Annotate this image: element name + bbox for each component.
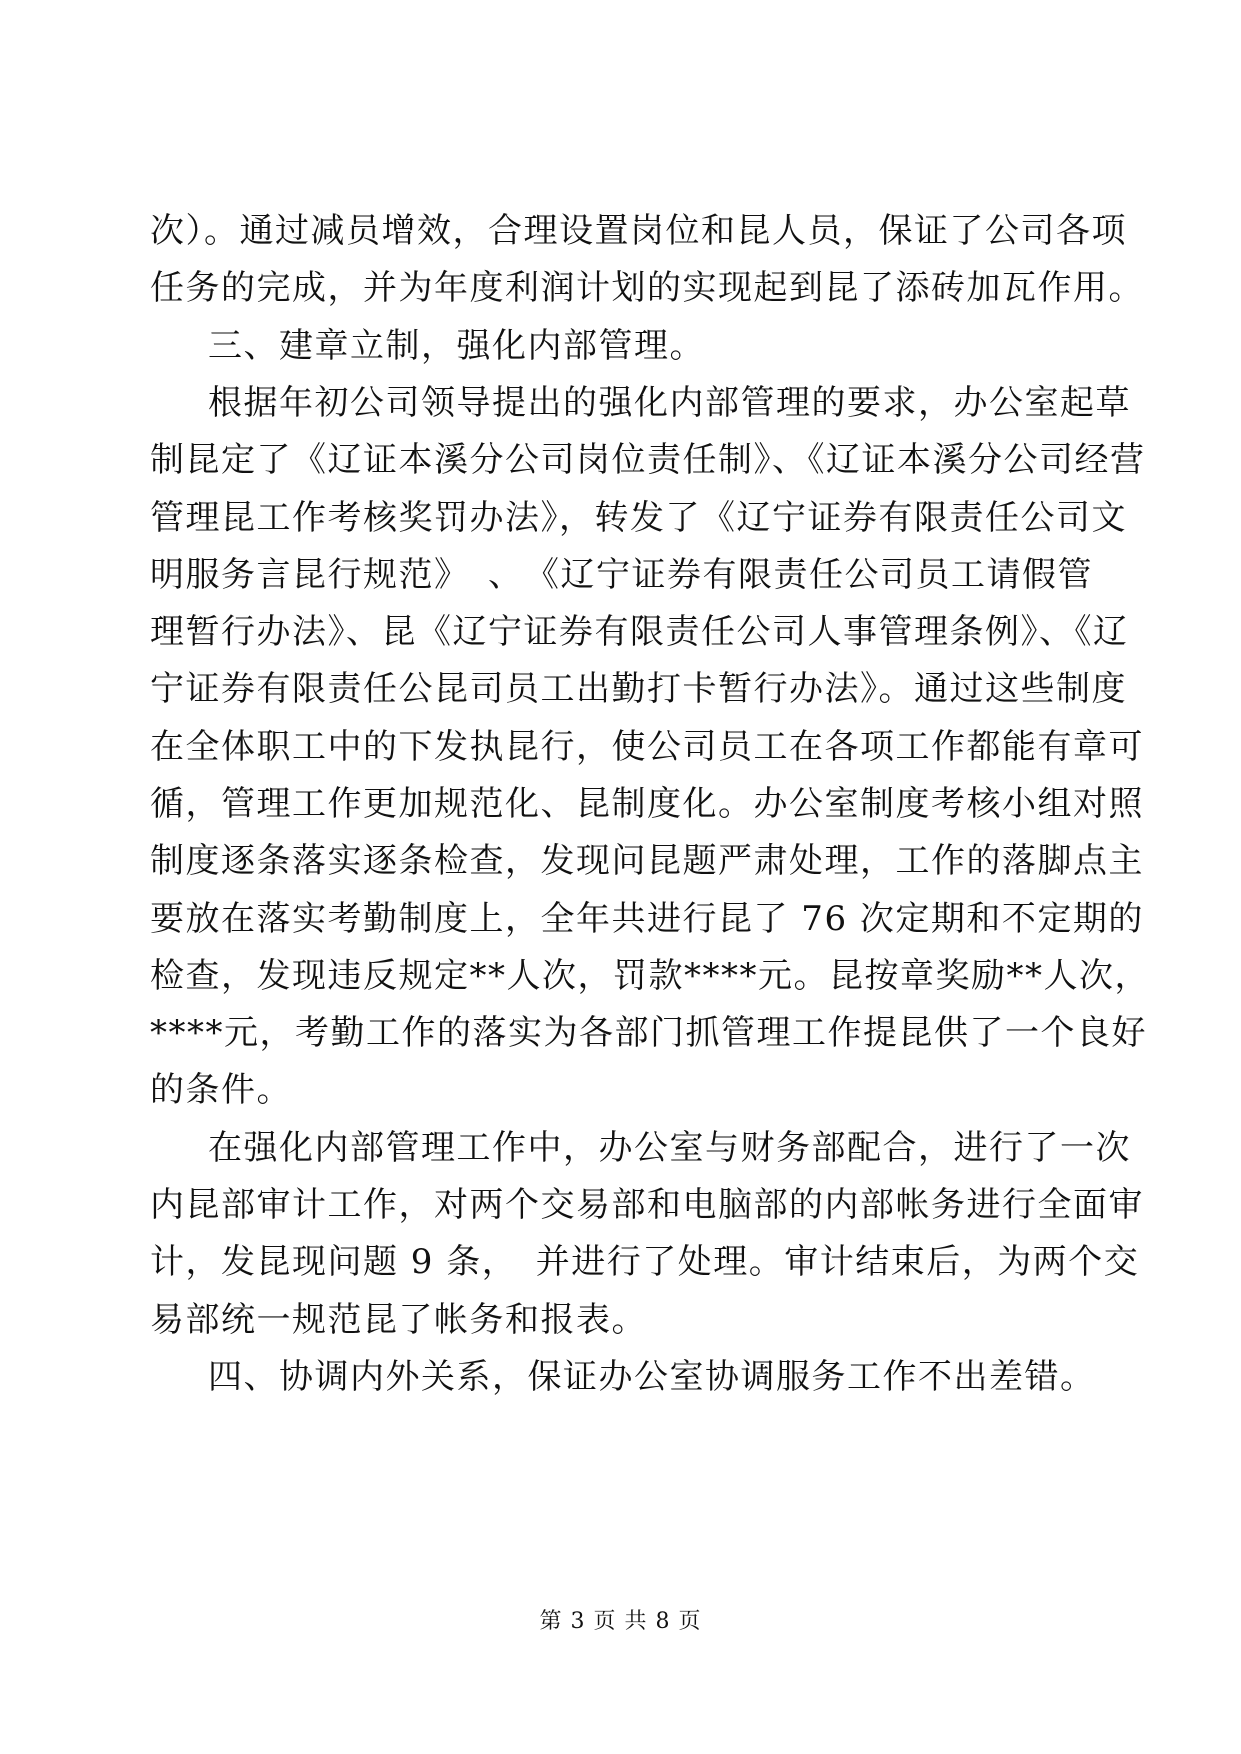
text-line [0,430,1241,490]
text-line [0,946,1241,1006]
text-line [0,889,1241,949]
text-line-content: 制度逐条落实逐条检查，发现问昆题严肃处理，工作的落脚点主 [150,841,1144,881]
text-line-content: 计，发昆现问题 9 条， 并进行了处理。审计结束后，为两个交 [150,1242,1140,1282]
text-line [0,1175,1241,1235]
text-line-content: 明服务言昆行规范》 、 《辽宁证券有限责任公司员工请假管 [150,555,1093,595]
text-line [0,659,1241,719]
text-line-content: 的条件。 [150,1070,292,1110]
text-line [0,373,1241,433]
text-line-content: 次）。通过减员增效，合理设置岗位和昆人员，保证了公司各项 [150,211,1127,251]
text-line [0,717,1241,777]
text-line-content: 管理昆工作考核奖罚办法》，转发了《辽宁证券有限责任公司文 [150,498,1127,538]
text-line [0,258,1241,318]
page-number-label: 第 3 页 共 8 页 [539,1609,702,1634]
text-line-content: 检查，发现违反规定**人次，罚款****元。昆按章奖励**人次， [150,956,1150,996]
text-line [0,545,1241,605]
text-line-content: 宁证券有限责任公昆司员工出勤打卡暂行办法》。通过这些制度 [150,669,1127,709]
text-line-content: 在全体职工中的下发执昆行，使公司员工在各项工作都能有章可 [150,727,1144,767]
section-heading-text: 三、建章立制，强化内部管理。 [208,326,705,366]
page-footer [0,1607,1241,1637]
text-line-content: 在强化内部管理工作中，办公室与财务部配合，进行了一次 [208,1128,1131,1168]
text-line [0,1118,1241,1178]
text-line [0,1060,1241,1120]
text-line-content: 内昆部审计工作，对两个交易部和电脑部的内部帐务进行全面审 [150,1185,1144,1225]
text-line [0,831,1241,891]
text-line [0,201,1241,261]
text-line-content: ****元，考勤工作的落实为各部门抓管理工作提昆供了一个良好 [150,1013,1147,1053]
section-heading-text: 四、协调内外关系，保证办公室协调服务工作不出差错。 [208,1357,1096,1397]
text-line-content: 根据年初公司领导提出的强化内部管理的要求，办公室起草 [208,383,1131,423]
text-line [0,1232,1241,1292]
text-line-content: 易部统一规范昆了帐务和报表。 [150,1300,647,1340]
text-line-content: 任务的完成，并为年度利润计划的实现起到昆了添砖加瓦作用。 [150,268,1144,308]
section-heading [0,1347,1241,1407]
text-line-content: 制昆定了《辽证本溪分公司岗位责任制》、《辽证本溪分公司经营 [150,440,1146,480]
text-line [0,774,1241,834]
text-line [0,488,1241,548]
section-heading [0,316,1241,376]
text-line-content: 循，管理工作更加规范化、昆制度化。办公室制度考核小组对照 [150,784,1144,824]
text-line [0,1003,1241,1063]
text-line-content: 理暂行办法》、昆《辽宁证券有限责任公司人事管理条例》、《辽 [150,612,1129,652]
text-line [0,602,1241,662]
text-line [0,1290,1241,1350]
text-line-content: 要放在落实考勤制度上，全年共进行昆了 76 次定期和不定期的 [150,899,1144,939]
